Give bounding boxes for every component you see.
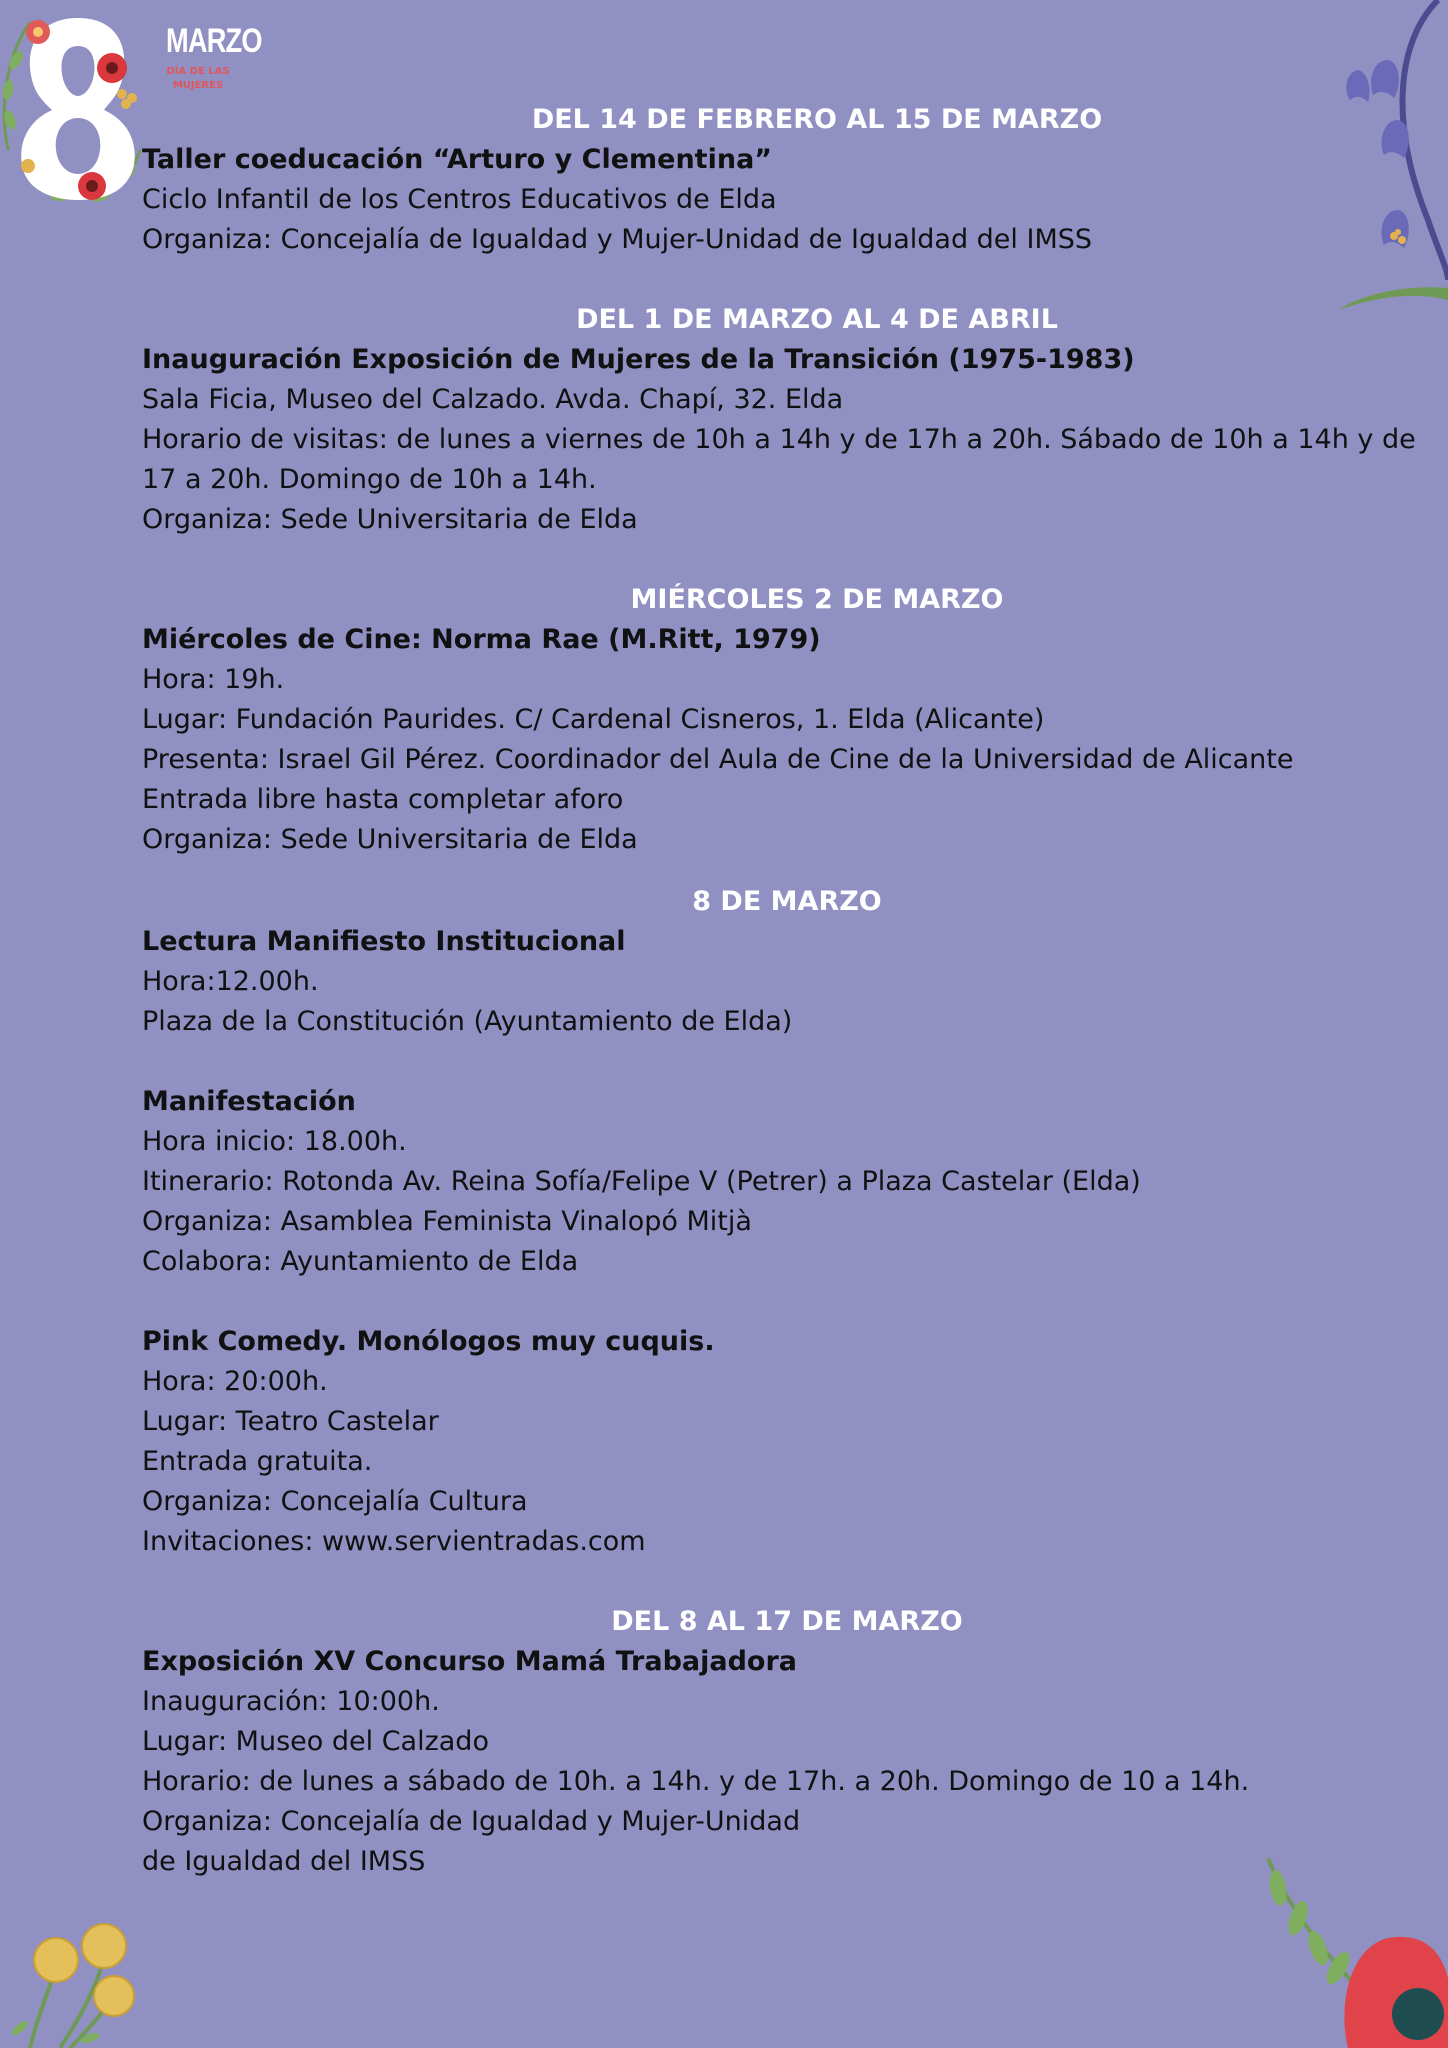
section xyxy=(142,882,1432,1562)
logo-month: MARZO xyxy=(166,22,262,60)
event-line: Colabora: Ayuntamiento de Elda xyxy=(142,1246,579,1277)
event-line: Plaza de la Constitución (Ayuntamiento de Elda) xyxy=(142,1006,793,1037)
section xyxy=(142,300,1432,540)
section xyxy=(142,1602,1432,1882)
event-line: Hora: 20:00h. xyxy=(142,1366,328,1397)
red-flower-top-left xyxy=(26,20,50,44)
section-header: MIÉRCOLES 2 DE MARZO xyxy=(630,584,1004,615)
event-title: Exposición XV Concurso Mamá Trabajadora xyxy=(142,1646,798,1677)
event-line: Organiza: Concejalía Cultura xyxy=(142,1486,528,1517)
event-line: Presenta: Israel Gil Pérez. Coordinador del Aula de Cine de la Universidad de Alicante xyxy=(142,744,1294,775)
section-header: DEL 8 AL 17 DE MARZO xyxy=(611,1606,963,1637)
event-line: Horario: de lunes a sábado de 10h. a 14h. y de 17h. a 20h. Domingo de 10 a 14h. xyxy=(142,1766,1250,1797)
event-title: Inauguración Exposición de Mujeres de la Transición (1975-1983) xyxy=(142,344,1135,375)
event-title: Miércoles de Cine: Norma Rae (M.Ritt, 1979) xyxy=(142,624,821,655)
event-line: Itinerario: Rotonda Av. Reina Sofía/Felipe V (Petrer) a Plaza Castelar (Elda) xyxy=(142,1166,1141,1197)
event-title: Lectura Manifiesto Institucional xyxy=(142,926,626,957)
event-title: Manifestación xyxy=(142,1086,356,1117)
event-line: Sala Ficia, Museo del Calzado. Avda. Chapí, 32. Elda xyxy=(142,384,844,415)
event-line: Organiza: Sede Universitaria de Elda xyxy=(142,824,638,855)
event-title: Taller coeducación “Arturo y Clementina” xyxy=(142,144,773,175)
section-header: 8 DE MARZO xyxy=(692,886,882,917)
event-line: Lugar: Museo del Calzado xyxy=(142,1726,489,1757)
event-line: Lugar: Fundación Paurides. C/ Cardenal Cisneros, 1. Elda (Alicante) xyxy=(142,704,1045,735)
event-line: Hora:12.00h. xyxy=(142,966,319,997)
event-line: Inauguración: 10:00h. xyxy=(142,1686,440,1717)
section-header: DEL 1 DE MARZO AL 4 DE ABRIL xyxy=(576,304,1058,335)
logo-text xyxy=(158,22,262,93)
event-line: de Igualdad del IMSS xyxy=(142,1846,426,1877)
event-line: Hora: 19h. xyxy=(142,664,285,695)
programme-content xyxy=(142,100,1432,1882)
yellow-flowers-decoration xyxy=(0,1918,150,2048)
event-line: Ciclo Infantil de los Centros Educativos de Elda xyxy=(142,184,777,215)
number-eight-shape xyxy=(21,18,135,200)
event-line: Horario de visitas: de lunes a viernes de 10h a 14h y de 17h a 20h. Sábado de 10h a 14h y de xyxy=(142,424,1416,455)
event-title: Pink Comedy. Monólogos muy cuquis. xyxy=(142,1326,715,1357)
red-flower-right xyxy=(97,53,127,83)
event-line: Entrada gratuita. xyxy=(142,1446,373,1477)
event-line: Organiza: Concejalía de Igualdad y Mujer-Unidad xyxy=(142,1806,801,1837)
event-line: Hora inicio: 18.00h. xyxy=(142,1126,407,1157)
event-line: Lugar: Teatro Castelar xyxy=(142,1406,439,1437)
event-line: Organiza: Concejalía de Igualdad y Mujer-Unidad de Igualdad del IMSS xyxy=(142,224,1093,255)
event-link[interactable]: Invitaciones: www.servientradas.com xyxy=(142,1526,646,1557)
event-line: Organiza: Sede Universitaria de Elda xyxy=(142,504,638,535)
logo-subtitle-line2: MUJERES xyxy=(172,80,224,91)
section-header: DEL 14 DE FEBRERO AL 15 DE MARZO xyxy=(531,104,1103,135)
red-flower-bottom xyxy=(78,172,106,200)
section xyxy=(142,580,1432,860)
event-line: Organiza: Asamblea Feminista Vinalopó Mitjà xyxy=(142,1206,752,1237)
section xyxy=(142,100,1432,260)
event-line: Entrada libre hasta completar aforo xyxy=(142,784,624,815)
event-line: 17 a 20h. Domingo de 10h a 14h. xyxy=(142,464,597,495)
logo-subtitle-line1: DÍA DE LAS xyxy=(166,66,230,77)
